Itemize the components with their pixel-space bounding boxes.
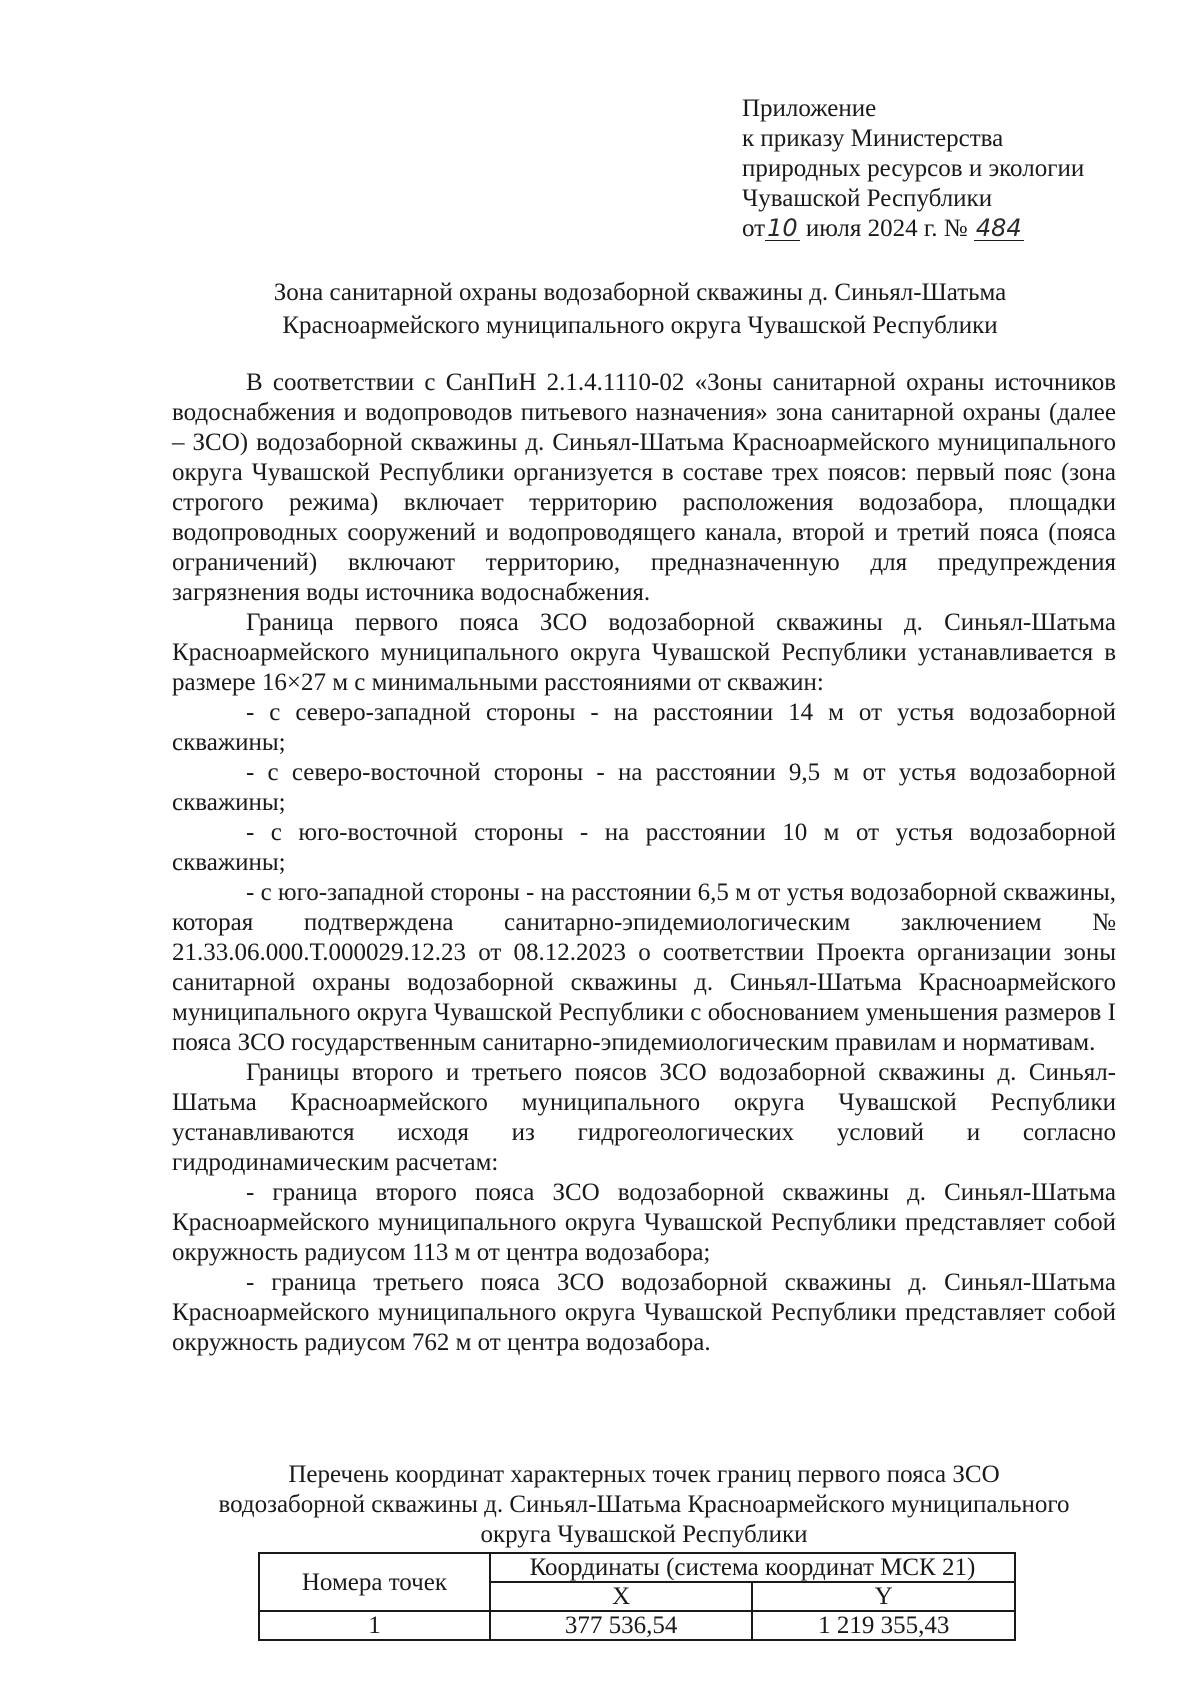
table-caption [172,1460,1116,1550]
handwritten-day: 10 [767,214,798,242]
appendix-line: Приложение [742,95,877,122]
coordinates-table [258,1552,1016,1641]
body-paragraph: - граница второго пояса ЗСО водозаборной скважины д. Синьял-Шатьма Красноармейского муниципального округа Чувашской Республики представляет собой окружность радиусом 113 м от центра водозабора; [172,1179,1116,1266]
caption-line: округа Чувашской Республики [480,1521,808,1548]
header-y: Y [752,1582,1015,1611]
caption-line: водозаборной скважины д. Синьял-Шатьма Красноармейского муниципального [218,1491,1070,1518]
appendix-line: Чувашской Республики [742,185,993,212]
appendix-line: природных ресурсов и экологии [742,155,1085,182]
header-points: Номера точек [259,1553,490,1611]
title-line: Красноармейского муниципального округа Чувашской Республики [282,312,998,339]
date-prefix: от [742,215,766,242]
handwritten-order-number: 484 [975,214,1022,242]
body-paragraph: - с юго-западной стороны - на расстоянии 6,5 м от устья водозаборной скважины, которая подтверждена санитарно-эпидемиологическим заключением № 21.33.06.000.Т.000029.12.23 от 08.12.2023 о соответствии Проекта организации зоны санитарной охраны водозаборной скважины д. Синьял-Шатьма Красноармейского муниципального округа Чувашской Республики с обоснованием уменьшения размеров I пояса ЗСО государственным санитарно-эпидемиологическим правилам и нормативам. [172,879,1116,1056]
document-title [240,276,1040,342]
date-middle: июля 2024 г. № [805,215,968,242]
header-coordinates: Координаты (система координат МСК 21) [490,1553,1015,1582]
header-x: X [490,1582,753,1611]
document-body [172,368,1116,1358]
body-paragraph: - с северо-восточной стороны - на расстоянии 9,5 м от устья водозаборной скважины; [172,759,1116,816]
appendix-line: к приказу Министерства [742,125,1004,152]
body-paragraph: - с северо-западной стороны - на расстоянии 14 м от устья водозаборной скважины; [172,699,1116,756]
body-paragraph: В соответствии с СанПиН 2.1.4.1110-02 «Зоны санитарной охраны источников водоснабжения и водопроводов питьевого назначения» зона санитарной охраны (далее – ЗСО) водозаборной скважины д. Синьял-Шатьма Красноармейского муниципального округа Чувашской Республики организуется в составе трех поясов: первый пояс (зона строгого режима) включает территорию расположения водозабора, площадки водопроводных сооружений и водопроводящего канала, второй и третий пояса (пояса ограничений) включают территорию, предназначенную для предупреждения загрязнения воды источника водоснабжения. [172,369,1116,606]
title-line: Зона санитарной охраны водозаборной скважины д. Синьял-Шатьма [273,279,1007,306]
body-paragraph: Граница первого пояса ЗСО водозаборной скважины д. Синьял-Шатьма Красноармейского муниципального округа Чувашской Республики устанавливается в размере 16×27 м с минимальными расстояниями от скважин: [172,609,1116,696]
cell-point: 1 [259,1611,490,1640]
cell-y: 1 219 355,43 [752,1611,1015,1640]
caption-line: Перечень координат характерных точек границ первого пояса ЗСО [288,1461,1000,1488]
body-paragraph: - граница третьего пояса ЗСО водозаборной скважины д. Синьял-Шатьма Красноармейского муниципального округа Чувашской Республики представляет собой окружность радиусом 762 м от центра водозабора. [172,1269,1116,1356]
appendix-date-line [742,214,1142,244]
table-header-row [259,1553,1015,1582]
body-paragraph: - с юго-восточной стороны - на расстоянии 10 м от устья водозаборной скважины; [172,819,1116,876]
appendix-block [742,94,1142,244]
cell-x: 377 536,54 [490,1611,753,1640]
table-row [259,1611,1015,1640]
body-paragraph: Границы второго и третьего поясов ЗСО водозаборной скважины д. Синьял-Шатьма Красноармейского муниципального округа Чувашской Республики устанавливаются исходя из гидрогеологических условий и согласно гидродинамическим расчетам: [172,1059,1116,1176]
